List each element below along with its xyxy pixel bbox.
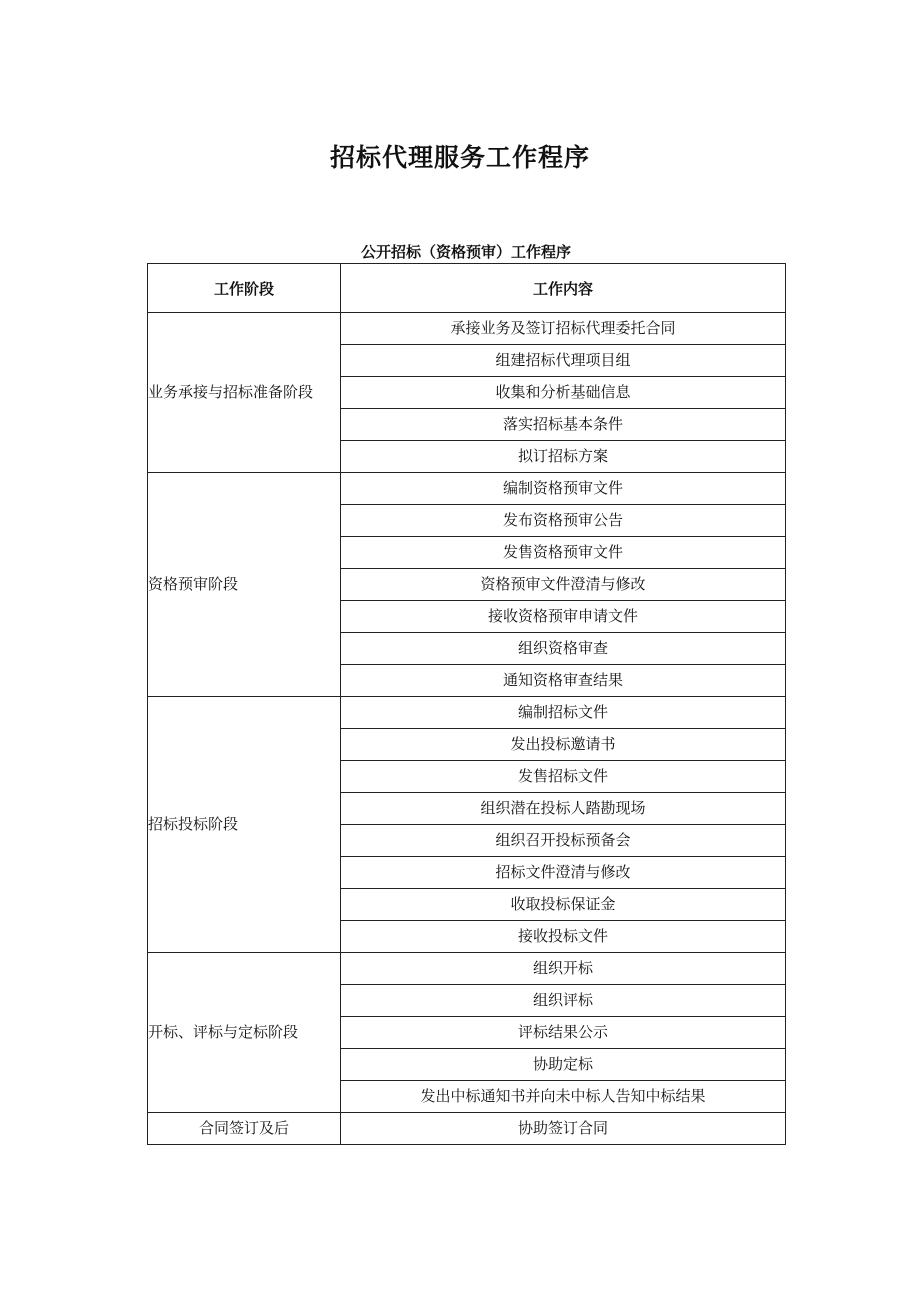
table-row	[148, 953, 786, 985]
document-title: 招标代理服务工作程序	[329, 143, 590, 172]
task-cell: 承接业务及签订招标代理委托合同	[341, 313, 786, 345]
task-cell: 组织开标	[341, 953, 786, 985]
stage-cell: 合同签订及后	[148, 1113, 341, 1145]
task-cell: 发出中标通知书并向未中标人告知中标结果	[341, 1081, 786, 1113]
header-row	[148, 264, 786, 313]
task-cell: 资格预审文件澄清与修改	[341, 569, 786, 601]
task-cell: 发布资格预审公告	[341, 505, 786, 537]
task-cell: 编制资格预审文件	[341, 473, 786, 505]
task-cell: 协助定标	[341, 1049, 786, 1081]
task-cell: 招标文件澄清与修改	[341, 857, 786, 889]
stage-cell: 资格预审阶段	[148, 473, 341, 697]
task-cell: 收取投标保证金	[341, 889, 786, 921]
task-cell: 通知资格审查结果	[341, 665, 786, 697]
procedure-body	[148, 313, 786, 1145]
task-cell: 发出投标邀请书	[341, 729, 786, 761]
task-cell: 组织资格审查	[341, 633, 786, 665]
task-cell: 收集和分析基础信息	[341, 377, 786, 409]
task-cell: 编制招标文件	[341, 697, 786, 729]
header-content: 工作内容	[341, 264, 786, 313]
task-cell: 评标结果公示	[341, 1017, 786, 1049]
table-caption: 公开招标（资格预审）工作程序	[360, 243, 571, 261]
table-row	[148, 313, 786, 345]
task-cell: 组织评标	[341, 985, 786, 1017]
task-cell: 组织潜在投标人踏勘现场	[341, 793, 786, 825]
task-cell: 发售资格预审文件	[341, 537, 786, 569]
table-row	[148, 473, 786, 505]
table-row	[148, 697, 786, 729]
task-cell: 组织召开投标预备会	[341, 825, 786, 857]
header-stage: 工作阶段	[148, 264, 341, 313]
stage-cell: 业务承接与招标准备阶段	[148, 313, 341, 473]
task-cell: 接收投标文件	[341, 921, 786, 953]
stage-cell: 开标、评标与定标阶段	[148, 953, 341, 1113]
stage-cell: 招标投标阶段	[148, 697, 341, 953]
task-cell: 接收资格预审申请文件	[341, 601, 786, 633]
task-cell: 拟订招标方案	[341, 441, 786, 473]
task-cell: 协助签订合同	[341, 1113, 786, 1145]
task-cell: 组建招标代理项目组	[341, 345, 786, 377]
task-cell: 落实招标基本条件	[341, 409, 786, 441]
table-row	[148, 1113, 786, 1145]
procedure-table	[147, 263, 786, 1145]
task-cell: 发售招标文件	[341, 761, 786, 793]
